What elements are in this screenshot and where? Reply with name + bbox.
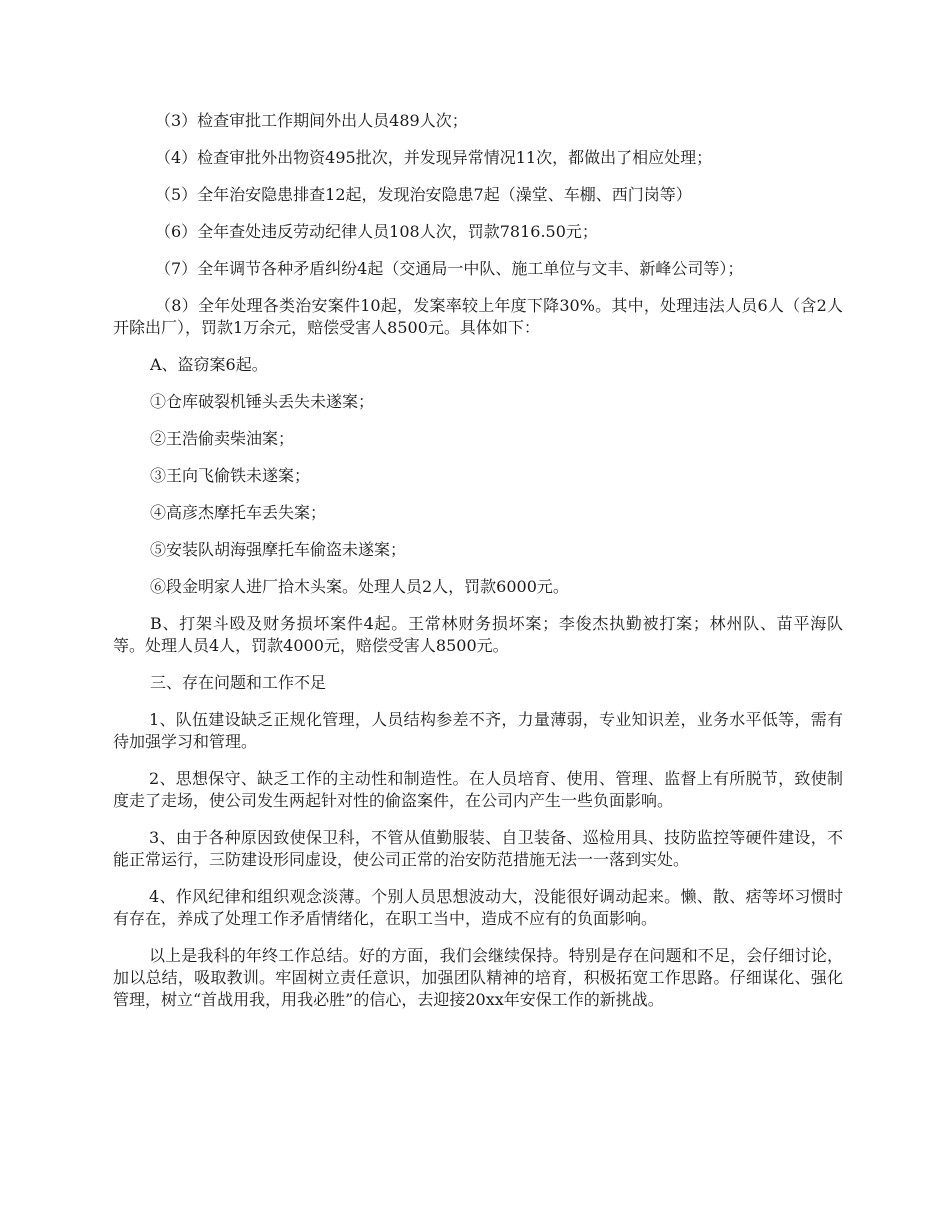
theft-case-4: ④高彦杰摩托车丢失案； <box>150 503 327 522</box>
list-item-8: （8）全年处理各类治安案件10起，发案率较上年度下降30%。其中，处理违法人员6人（含2人开除出厂），罚款1万余元，赔偿受害人8500元。具体如下： <box>113 296 843 337</box>
theft-case-5: ⑤安装队胡海强摩托车偷盗未遂案； <box>150 540 407 559</box>
list-item-5: （5）全年治安隐患排查12起，发现治安隐患7起（澡堂、车棚、西门岗等） <box>155 185 692 204</box>
document-body <box>113 110 843 1026</box>
fight-damage-cases: B、打架斗殴及财务损坏案件4起。王常林财务损坏案；李俊杰执勤被打案；林州队、苗平海队等。处理人员4人，罚款4000元，赔偿受害人8500元。 <box>113 614 843 655</box>
list-item-3: （3）检查审批工作期间外出人员489人次； <box>155 111 468 130</box>
problem-item-4: 4、作风纪律和组织观念淡薄。个别人员思想波动大，没能很好调动起来。懒、散、痞等坏习惯时有存在，养成了处理工作矛盾情绪化，在职工当中，造成不应有的负面影响。 <box>113 887 843 928</box>
list-item-7: （7）全年调节各种矛盾纠纷4起（交通局一中队、施工单位与文丰、新峰公司等）； <box>155 259 744 278</box>
theft-cases-heading: A、盗窃案6起。 <box>150 355 268 374</box>
problem-item-2: 2、思想保守、缺乏工作的主动性和制造性。在人员培育、使用、管理、监督上有所脱节，致使制度走了走场，使公司发生两起针对性的偷盗案件，在公司内产生一些负面影响。 <box>113 769 843 810</box>
conclusion-paragraph: 以上是我科的年终工作总结。好的方面，我们会继续保持。特别是存在问题和不足，会仔细讨论，加以总结，吸取教训。牢固树立责任意识，加强团队精神的培育，积极拓宽工作思路。仔细谋化、强化管理，树立“首战用我，用我必胜”的信心，去迎接20xx年安保工作的新挑战。 <box>113 946 843 1009</box>
theft-case-6: ⑥段金明家人进厂拾木头案。处理人员2人，罚款6000元。 <box>150 577 569 596</box>
list-item-4: （4）检查审批外出物资495批次，并发现异常情况11次，都做出了相应处理； <box>155 148 713 167</box>
section-heading-problems: 三、存在问题和工作不足 <box>150 673 327 692</box>
theft-case-1: ①仓库破裂机锤头丢失未遂案； <box>150 392 375 411</box>
list-item-6: （6）全年查处违反劳动纪律人员108人次，罚款7816.50元； <box>155 222 598 241</box>
theft-case-3: ③王向飞偷铁未遂案； <box>150 466 311 485</box>
theft-case-2: ②王浩偷卖柴油案； <box>150 429 295 448</box>
problem-item-3: 3、由于各种原因致使保卫科，不管从值勤服装、自卫装备、巡检用具、技防监控等硬件建设，不能正常运行，三防建设形同虚设，使公司正常的治安防范措施无法一一落到实处。 <box>113 828 843 869</box>
problem-item-1: 1、队伍建设缺乏正规化管理，人员结构参差不齐，力量薄弱，专业知识差，业务水平低等，需有待加强学习和管理。 <box>113 710 843 751</box>
